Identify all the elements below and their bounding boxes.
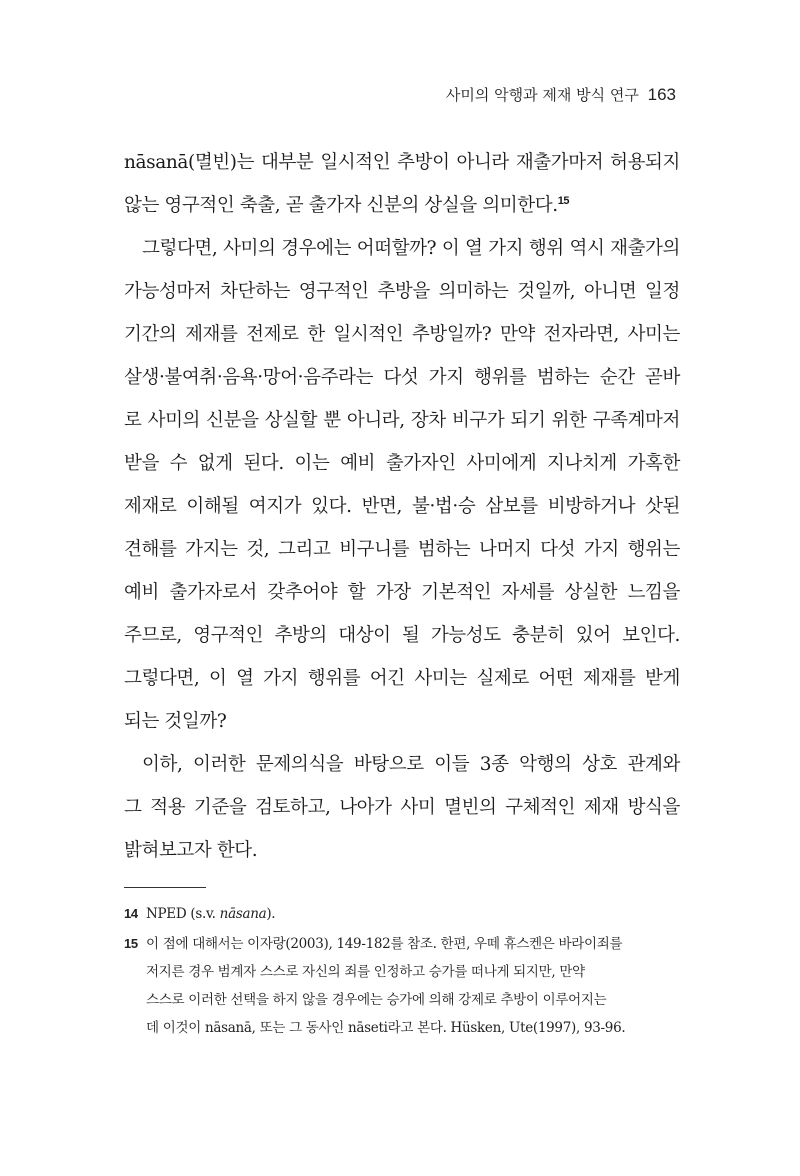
running-header xyxy=(446,84,676,105)
footnote-number: 15 xyxy=(124,936,138,951)
body-line: 이하, 이러한 문제의식을 바탕으로 이들 3종 악행의 상호 관계와 xyxy=(142,754,680,775)
footnote-text: 이 점에 대해서는 이자랑(2003), 149-182를 참조. 한편, 우떼 휴스켄은 바라이죄를 xyxy=(146,936,623,952)
footnote-ref: 15 xyxy=(557,194,570,207)
body-line xyxy=(124,184,680,227)
footnote-text: NPED (s.v. xyxy=(146,906,220,922)
body-line: 제재로 이해될 여지가 있다. 반면, 불·법·승 삼보를 비방하거나 삿된 xyxy=(124,496,680,517)
footnote-14 xyxy=(124,900,680,928)
body-line: 받을 수 없게 된다. 이는 예비 출가자인 사미에게 지나치게 가혹한 xyxy=(124,453,680,474)
footnote-divider xyxy=(124,887,206,888)
page-number: 163 xyxy=(647,85,676,104)
body-text xyxy=(124,141,680,872)
body-line-text: 않는 영구적인 축출, 곧 출가자 신분의 상실을 의미한다. xyxy=(124,195,558,216)
body-line: 살생·불여취·음욕·망어·음주라는 다섯 가지 행위를 범하는 순간 곧바 xyxy=(124,367,680,388)
footnote-line: 저지른 경우 범계자 스스로 자신의 죄를 인정하고 승가를 떠나게 되지만, 만약 xyxy=(146,964,585,980)
body-line: 로 사미의 신분을 상실할 뿐 아니라, 장차 비구가 되기 위한 구족계마저 xyxy=(124,410,680,431)
body-line: 그렇다면, 사미의 경우에는 어떠할까? 이 열 가지 행위 역시 재출가의 xyxy=(142,238,680,259)
footnote-line: 스스로 이러한 선택을 하지 않을 경우에는 승가에 의해 강제로 추방이 이루어지는 xyxy=(146,992,607,1008)
footnote-line: 데 이것이 nāsanā, 또는 그 동사인 nāseti라고 본다. Hüsken, Ute(1997), 93-96. xyxy=(146,1020,626,1036)
footnote-text-end: ). xyxy=(266,906,276,922)
running-header-title: 사미의 악행과 제재 방식 연구 xyxy=(445,86,639,104)
body-line: 되는 것일까? xyxy=(124,711,227,732)
footnote-line xyxy=(124,930,680,958)
body-line: 그 적용 기준을 검토하고, 나아가 사미 멸빈의 구체적인 제재 방식을 xyxy=(124,797,680,818)
body-line: 가능성마저 차단하는 영구적인 추방을 의미하는 것일까, 아니면 일정 xyxy=(124,281,680,302)
body-line: 기간의 제재를 전제로 한 일시적인 추방일까? 만약 전자라면, 사미는 xyxy=(124,324,680,345)
body-line: 그렇다면, 이 열 가지 행위를 어긴 사미는 실제로 어떤 제재를 받게 xyxy=(124,668,680,689)
body-line: 견해를 가지는 것, 그리고 비구니를 범하는 나머지 다섯 가지 행위는 xyxy=(124,539,680,560)
body-line: 예비 출가자로서 갖추어야 할 가장 기본적인 자세를 상실한 느낌을 xyxy=(124,582,680,603)
body-line: 주므로, 영구적인 추방의 대상이 될 가능성도 충분히 있어 보인다. xyxy=(124,625,680,646)
body-line: 밝혀보고자 한다. xyxy=(124,840,258,861)
body-line: nāsanā(멸빈)는 대부분 일시적인 추방이 아니라 재출가마저 허용되지 xyxy=(124,152,680,173)
footnote-number: 14 xyxy=(124,906,138,921)
footnote-15 xyxy=(124,930,680,1042)
footnote-italic-term: nāsana xyxy=(219,906,267,922)
